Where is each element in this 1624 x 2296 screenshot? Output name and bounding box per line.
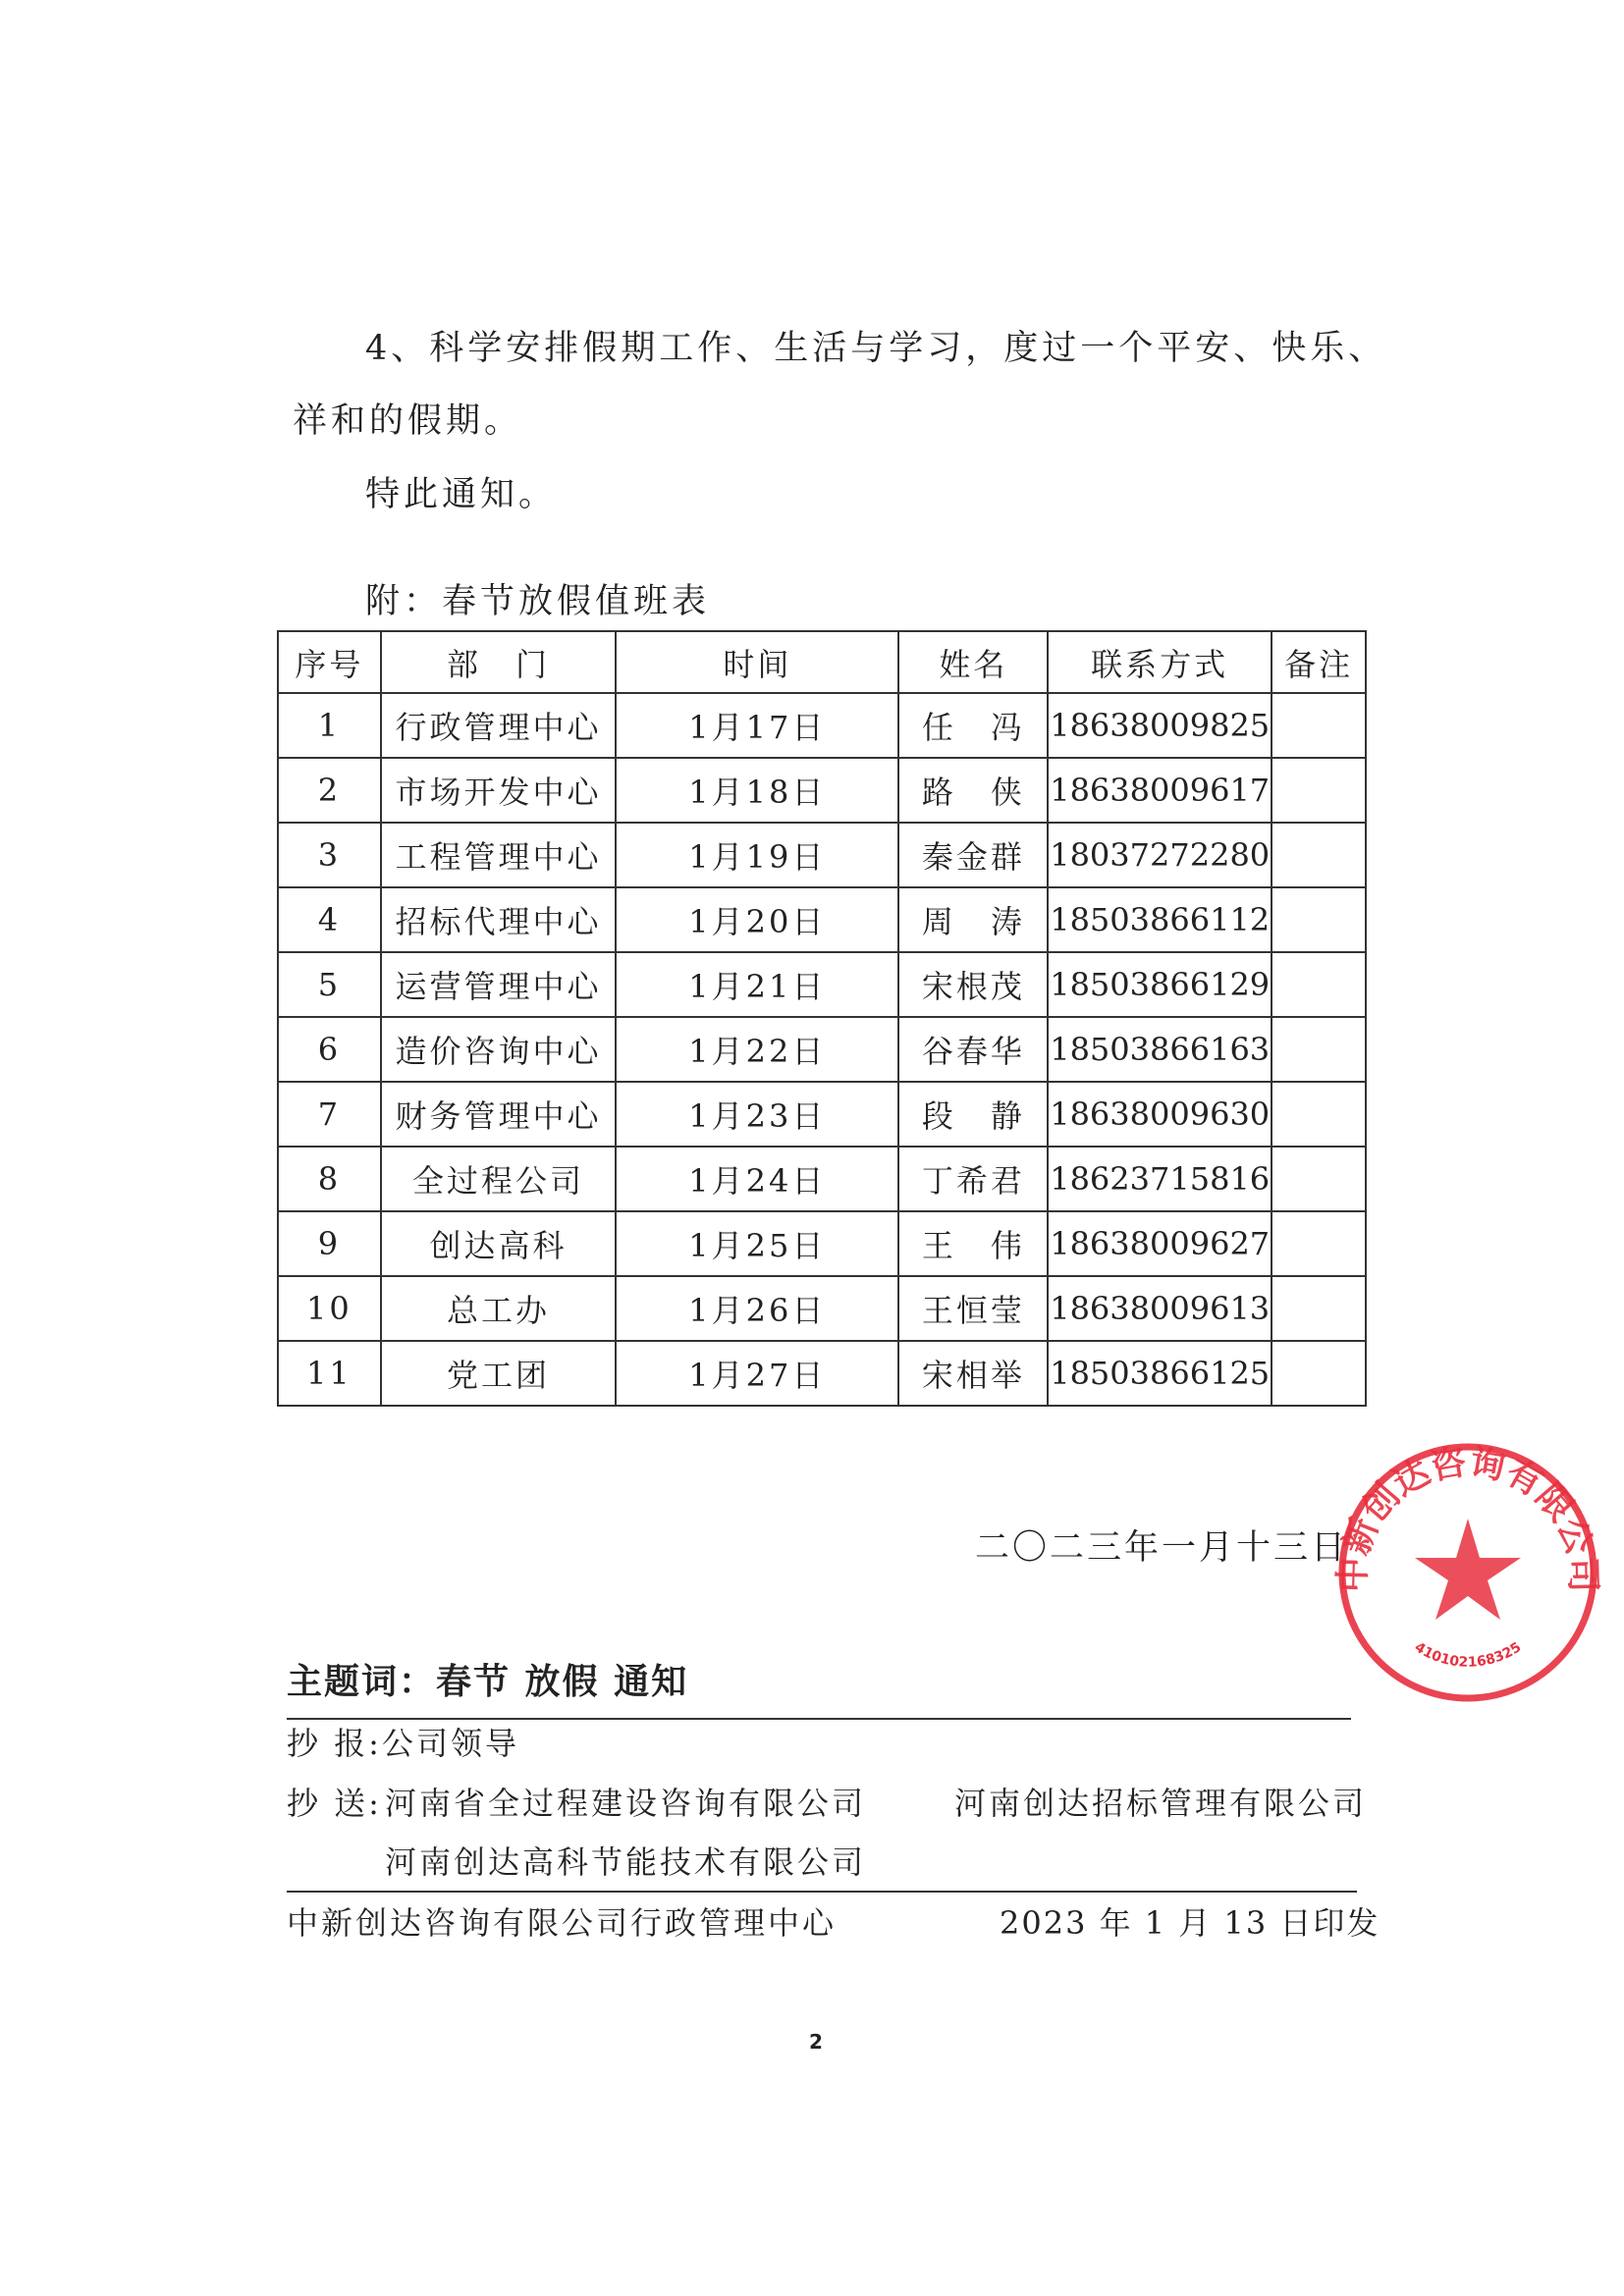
cc-report: 抄 报:公司领导 bbox=[287, 1725, 519, 1762]
table-cell bbox=[1272, 823, 1366, 887]
table-cell: 6 bbox=[278, 1017, 381, 1082]
table-cell: 18503866163 bbox=[1048, 1017, 1272, 1082]
table-cell: 丁希君 bbox=[898, 1147, 1048, 1211]
table-cell: 18503866125 bbox=[1048, 1341, 1272, 1406]
table-cell: 1月21日 bbox=[616, 952, 898, 1017]
table-cell: 总工办 bbox=[381, 1276, 616, 1341]
table-cell: 8 bbox=[278, 1147, 381, 1211]
table-cell bbox=[1272, 758, 1366, 823]
table-cell: 18638009617 bbox=[1048, 758, 1272, 823]
table-cell bbox=[1272, 1211, 1366, 1276]
table-cell: 1月17日 bbox=[616, 693, 898, 758]
table-row bbox=[278, 823, 1366, 887]
column-header: 联系方式 bbox=[1048, 631, 1272, 693]
table-cell bbox=[1272, 1082, 1366, 1147]
table-cell: 18638009825 bbox=[1048, 693, 1272, 758]
table-row bbox=[278, 1147, 1366, 1211]
table-cell: 1月24日 bbox=[616, 1147, 898, 1211]
table-cell: 1月26日 bbox=[616, 1276, 898, 1341]
divider-bottom bbox=[287, 1891, 1357, 1893]
table-cell bbox=[1272, 1147, 1366, 1211]
closing: 特此通知。 bbox=[365, 475, 558, 514]
table-cell bbox=[1272, 693, 1366, 758]
table-cell: 任 冯 bbox=[898, 693, 1048, 758]
duty-table bbox=[277, 630, 1367, 1407]
column-header: 部 门 bbox=[381, 631, 616, 693]
table-row bbox=[278, 1082, 1366, 1147]
table-cell: 秦金群 bbox=[898, 823, 1048, 887]
table-cell: 1月23日 bbox=[616, 1082, 898, 1147]
table-cell: 段 静 bbox=[898, 1082, 1048, 1147]
table-row bbox=[278, 887, 1366, 952]
table-cell: 运营管理中心 bbox=[381, 952, 616, 1017]
table-cell: 行政管理中心 bbox=[381, 693, 616, 758]
table-cell: 1月22日 bbox=[616, 1017, 898, 1082]
paragraph-4-line2: 祥和的假期。 bbox=[293, 401, 523, 441]
table-cell: 党工团 bbox=[381, 1341, 616, 1406]
table-cell: 工程管理中心 bbox=[381, 823, 616, 887]
table-cell: 1月27日 bbox=[616, 1341, 898, 1406]
table-cell: 谷春华 bbox=[898, 1017, 1048, 1082]
cc-send-3: 河南创达高科节能技术有限公司 bbox=[385, 1843, 867, 1881]
table-row bbox=[278, 1276, 1366, 1341]
table-cell: 财务管理中心 bbox=[381, 1082, 616, 1147]
table-cell bbox=[1272, 1017, 1366, 1082]
print-date: 2023 年 1 月 13 日印发 bbox=[1000, 1904, 1380, 1942]
table-cell: 宋相举 bbox=[898, 1341, 1048, 1406]
table-cell: 9 bbox=[278, 1211, 381, 1276]
table-row bbox=[278, 952, 1366, 1017]
cc-send-1: 河南省全过程建设咨询有限公司 bbox=[385, 1785, 867, 1822]
table-row bbox=[278, 1211, 1366, 1276]
table-cell: 18503866129 bbox=[1048, 952, 1272, 1017]
table-cell: 7 bbox=[278, 1082, 381, 1147]
table-cell: 3 bbox=[278, 823, 381, 887]
table-cell bbox=[1272, 887, 1366, 952]
cc-send-2: 河南创达招标管理有限公司 bbox=[954, 1785, 1368, 1822]
table-cell: 招标代理中心 bbox=[381, 887, 616, 952]
table-cell: 王恒莹 bbox=[898, 1276, 1048, 1341]
column-header: 姓名 bbox=[898, 631, 1048, 693]
issue-date-chinese: 二〇二三年一月十三日 bbox=[975, 1528, 1349, 1568]
table-cell bbox=[1272, 952, 1366, 1017]
keywords: 主题词：春节 放假 通知 bbox=[287, 1662, 689, 1702]
table-cell: 1 bbox=[278, 693, 381, 758]
table-cell: 10 bbox=[278, 1276, 381, 1341]
attachment-title: 附：春节放假值班表 bbox=[365, 582, 711, 621]
column-header: 备注 bbox=[1272, 631, 1366, 693]
table-cell: 18638009630 bbox=[1048, 1082, 1272, 1147]
cc-send-label: 抄 送: bbox=[287, 1785, 382, 1822]
table-cell: 1月25日 bbox=[616, 1211, 898, 1276]
table-cell: 18503866112 bbox=[1048, 887, 1272, 952]
table-row bbox=[278, 758, 1366, 823]
table-row bbox=[278, 693, 1366, 758]
table-cell: 周 涛 bbox=[898, 887, 1048, 952]
svg-text:410102168325 bbox=[1412, 1639, 1524, 1671]
table-cell: 全过程公司 bbox=[381, 1147, 616, 1211]
table-header bbox=[278, 631, 1366, 693]
table-cell: 11 bbox=[278, 1341, 381, 1406]
paragraph-4-line1: 4、科学安排假期工作、生活与学习，度过一个平安、快乐、 bbox=[365, 329, 1387, 368]
table-cell: 18037272280 bbox=[1048, 823, 1272, 887]
table-cell: 18638009613 bbox=[1048, 1276, 1272, 1341]
table-cell: 王 伟 bbox=[898, 1211, 1048, 1276]
table-cell bbox=[1272, 1341, 1366, 1406]
stamp-text: 中新创达咨询有限公司 bbox=[1332, 1442, 1603, 1593]
column-header: 时间 bbox=[616, 631, 898, 693]
table-row bbox=[278, 1017, 1366, 1082]
table-cell: 1月18日 bbox=[616, 758, 898, 823]
table-cell: 1月20日 bbox=[616, 887, 898, 952]
table-cell: 1月19日 bbox=[616, 823, 898, 887]
page-number: 2 bbox=[809, 2030, 827, 2054]
issuer: 中新创达咨询有限公司行政管理中心 bbox=[287, 1904, 838, 1942]
column-header: 序号 bbox=[278, 631, 381, 693]
stamp-number: 410102168325 bbox=[1411, 1639, 1525, 1671]
table-cell: 18623715816 bbox=[1048, 1147, 1272, 1211]
table-cell: 5 bbox=[278, 952, 381, 1017]
table-row bbox=[278, 1341, 1366, 1406]
table-cell: 造价咨询中心 bbox=[381, 1017, 616, 1082]
table-cell: 18638009627 bbox=[1048, 1211, 1272, 1276]
table-cell: 宋根茂 bbox=[898, 952, 1048, 1017]
table-cell: 2 bbox=[278, 758, 381, 823]
table-cell bbox=[1272, 1276, 1366, 1341]
table-cell: 市场开发中心 bbox=[381, 758, 616, 823]
table-cell: 4 bbox=[278, 887, 381, 952]
divider-top bbox=[287, 1718, 1351, 1720]
table-cell: 创达高科 bbox=[381, 1211, 616, 1276]
company-seal bbox=[1321, 1425, 1615, 1720]
table-cell: 路 侠 bbox=[898, 758, 1048, 823]
